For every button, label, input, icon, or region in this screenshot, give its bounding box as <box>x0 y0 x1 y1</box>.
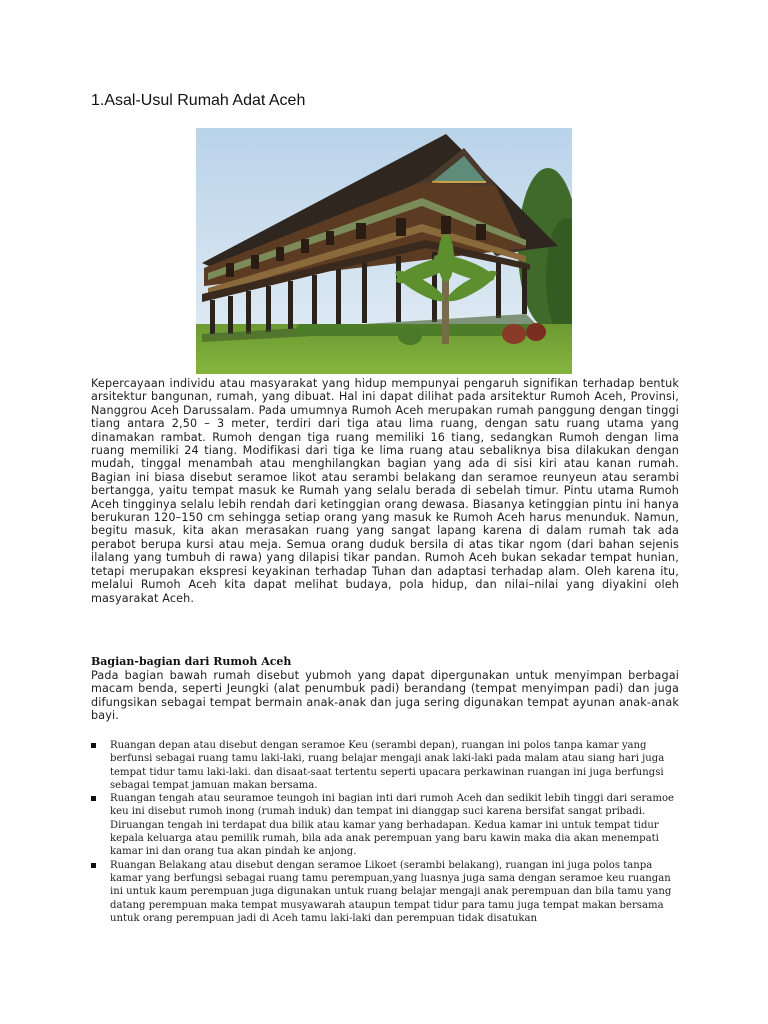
list-item <box>91 792 681 858</box>
section-heading: Bagian-bagian dari Rumoh Aceh <box>91 655 292 668</box>
list-item <box>91 739 681 792</box>
list-item-text: Ruangan Belakang atau disebut dengan seramoe Likoet (serambi belakang), ruangan ini juga polos tanpa kamar yang berfungsi sebagai ruang tamu perempuan,yang luasnya juga sama dengan seramoe keu ruangan ini untuk kaum perempuan juga digunakan untuk ruang belajar mengaji anak perempuan dan bila tamu yang datang perempuan maka tempat musyawarah ataupun tempat tidur para tamu juga tempat makan bersama untuk orang perempuan jadi di Aceh tamu laki-laki dan perempuan tidak disatukan <box>110 859 672 924</box>
square-bullet-icon <box>91 863 96 868</box>
page-title: 1.Asal-Usul Rumah Adat Aceh <box>91 92 306 109</box>
intro-paragraph: Kepercayaan individu atau masyarakat yang hidup mempunyai pengaruh signifikan terhadap bentuk arsitektur bangunan, rumah, yang dibuat. Hal ini dapat dilihat pada arsitektur Rumoh Aceh, Provinsi, Nanggrou Aceh Darussalam. Pada umumnya Rumoh Aceh merupakan rumah panggung dengan tinggi tiang antara 2,50 – 3 meter, terdiri dari tiga atau lima ruang, dengan satu ruang utama yang dinamakan rambat. Rumoh dengan tiga ruang memiliki 16 tiang, sedangkan Rumoh dengan lima ruang memiliki 24 tiang. Modifikasi dari tiga ke lima ruang atau sebaliknya bisa dilakukan dengan mudah, tinggal menambah atau menghilangkan bagian yang ada di sisi kiri atau kanan rumah. Bagian ini biasa disebut seramoe likot atau serambi belakang dan seramoe reunyeun atau serambi bertangga, yaitu tempat masuk ke Rumah yang selalu berada di sebelah timur. Pintu utama Rumoh Aceh tingginya selalu lebih rendah dari ketinggian orang dewasa. Biasanya ketinggian pintu ini hanya berukuran 120–150 cm sehingga setiap orang yang masuk ke Rumoh Aceh harus menunduk. Namun, begitu masuk, kita akan merasakan ruang yang sangat lapang karena di dalam rumah tak ada perabot berupa kursi atau meja. Semua orang duduk bersila di atas tikar ngom (dari bahan sejenis ilalang yang tumbuh di rawa) yang dilapisi tikar pandan. Rumoh Aceh bukan sekadar tempat hunian, tetapi merupakan ekspresi keyakinan terhadap Tuhan dan adaptasi terhadap alam. Oleh karena itu, melalui Rumoh Aceh kita dapat melihat budaya, pola hidup, dan nilai–nilai yang diyakini oleh masyarakat Aceh. <box>91 377 679 605</box>
square-bullet-icon <box>91 743 96 748</box>
section-paragraph: Pada bagian bawah rumah disebut yubmoh yang dapat dipergunakan untuk menyimpan berbagai macam benda, seperti Jeungki (alat penumbuk padi) berandang (tempat menyimpan padi) dan juga difungsikan sebagai tempat bermain anak-anak dan juga sering digunakan tempat ayunan anak-anak bayi. <box>91 669 679 723</box>
list-item <box>91 859 681 925</box>
list-item-text: Ruangan tengah atau seuramoe teungoh ini bagian inti dari rumoh Aceh dan sedikit lebih tinggi dari seramoe keu ini disebut rumoh inong (rumah induk) dan tempat ini dianggap suci karena bersifat sangat pribadi. Diruangan tengah ini terdapat dua bilik atau kamar yang berhadapan. Kedua kamar ini untuk tempat tidur kepala keluarga atau pemilik rumah, bila ada anak perempuan yang baru kawin maka dia akan menempati kamar ini dan orang tua akan pindah ke anjong. <box>110 793 675 858</box>
rumah-adat-aceh-photo <box>196 128 572 374</box>
square-bullet-icon <box>91 796 96 801</box>
bullet-list <box>91 739 681 925</box>
list-item-text: Ruangan depan atau disebut dengan seramoe Keu (serambi depan), ruangan ini polos tanpa kamar yang berfunsi sebagai ruang tamu laki-laki, ruang belajar mengaji anak laki-laki pada malam atau siang hari juga tempat tidur tamu laki-laki. dan disaat-saat tertentu seperti upacara perkawinan ruangan ini juga berfungsi sebagai tempat jamuan makan bersama. <box>110 740 665 791</box>
